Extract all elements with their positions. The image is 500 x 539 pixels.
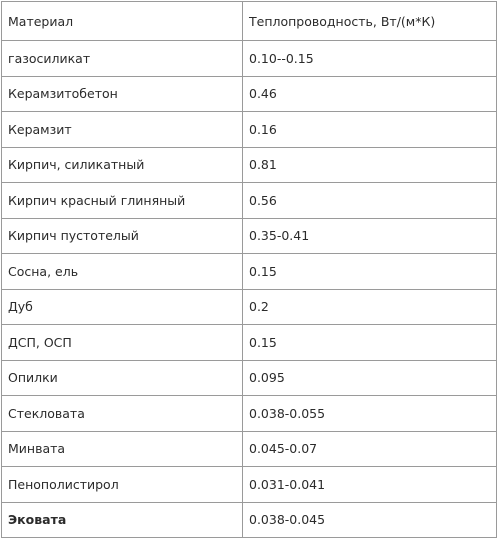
table-row bbox=[2, 112, 497, 148]
table-row bbox=[2, 360, 497, 396]
material-cell: ДСП, ОСП bbox=[2, 325, 243, 361]
conductivity-cell: 0.038-0.055 bbox=[243, 396, 497, 432]
header-conductivity: Теплопроводность, Вт/(м*К) bbox=[243, 2, 497, 41]
material-cell: Кирпич красный глиняный bbox=[2, 183, 243, 219]
conductivity-cell: 0.038-0.045 bbox=[243, 502, 497, 538]
material-cell: Опилки bbox=[2, 360, 243, 396]
material-cell: Дуб bbox=[2, 289, 243, 325]
material-cell: Пенополистирол bbox=[2, 467, 243, 503]
conductivity-cell: 0.56 bbox=[243, 183, 497, 219]
conductivity-cell: 0.81 bbox=[243, 147, 497, 183]
table-row bbox=[2, 147, 497, 183]
table-row bbox=[2, 396, 497, 432]
conductivity-cell: 0.16 bbox=[243, 112, 497, 148]
table-row bbox=[2, 218, 497, 254]
conductivity-table-container bbox=[1, 1, 496, 538]
table-row bbox=[2, 76, 497, 112]
table-row bbox=[2, 467, 497, 503]
table-row bbox=[2, 431, 497, 467]
material-cell-bold: Эковата bbox=[2, 502, 243, 538]
material-cell: Кирпич пустотелый bbox=[2, 218, 243, 254]
table-row bbox=[2, 41, 497, 77]
table-row bbox=[2, 325, 497, 361]
conductivity-cell: 0.045-0.07 bbox=[243, 431, 497, 467]
conductivity-cell: 0.2 bbox=[243, 289, 497, 325]
material-cell: Керамзитобетон bbox=[2, 76, 243, 112]
table-row bbox=[2, 183, 497, 219]
material-cell: Керамзит bbox=[2, 112, 243, 148]
conductivity-cell: 0.15 bbox=[243, 325, 497, 361]
conductivity-cell: 0.031-0.041 bbox=[243, 467, 497, 503]
material-cell: Стекловата bbox=[2, 396, 243, 432]
material-cell: газосиликат bbox=[2, 41, 243, 77]
table-row bbox=[2, 254, 497, 290]
conductivity-cell: 0.095 bbox=[243, 360, 497, 396]
material-cell: Минвата bbox=[2, 431, 243, 467]
thermal-conductivity-table bbox=[1, 1, 497, 538]
conductivity-cell: 0.15 bbox=[243, 254, 497, 290]
table-row-highlighted bbox=[2, 502, 497, 538]
table-row bbox=[2, 289, 497, 325]
table-header-row bbox=[2, 2, 497, 41]
material-cell: Кирпич, силикатный bbox=[2, 147, 243, 183]
conductivity-cell: 0.46 bbox=[243, 76, 497, 112]
material-cell: Сосна, ель bbox=[2, 254, 243, 290]
conductivity-cell: 0.10--0.15 bbox=[243, 41, 497, 77]
conductivity-cell: 0.35-0.41 bbox=[243, 218, 497, 254]
header-material: Материал bbox=[2, 2, 243, 41]
